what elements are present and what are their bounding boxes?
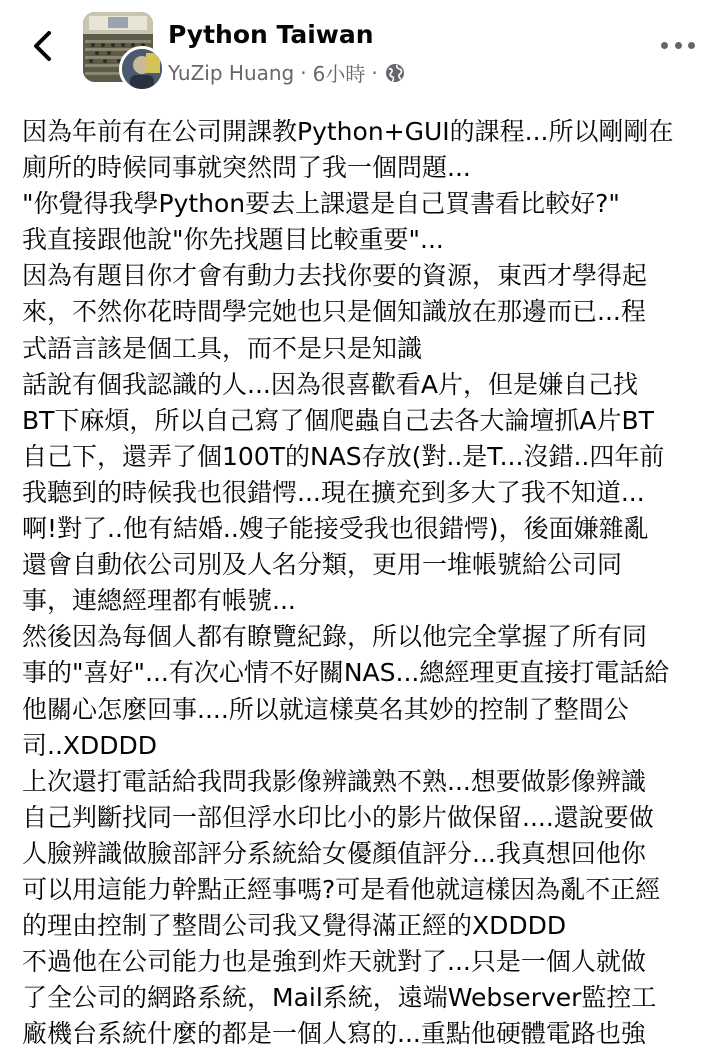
author-name-link[interactable]: YuZip Huang bbox=[168, 60, 295, 85]
author-avatar[interactable] bbox=[119, 46, 165, 92]
post-text-line: 來，不然你花時間學完她也只是個知識放在那邊而已...程 bbox=[22, 297, 646, 327]
post-text bbox=[22, 114, 706, 1052]
post-time[interactable]: 6小時 bbox=[312, 62, 366, 86]
chevron-left-icon bbox=[31, 30, 53, 62]
post-text-line: 廠機台系統什麼的都是一個人寫的...重點他硬體電路也強 bbox=[22, 1019, 646, 1049]
post-text-line: 因為年前有在公司開課教Python+GUI的課程...所以剛剛在 bbox=[22, 117, 674, 146]
post-text-line: 不過他在公司能力也是強到炸天就對了...只是一個人就做 bbox=[22, 947, 646, 977]
post-text-line: 人臉辨識做臉部評分系統給女優顏值評分...我真想回他你 bbox=[22, 838, 646, 868]
post-text-line: 了全公司的網路系統，Mail系統，遠端Webserver監控工 bbox=[22, 983, 657, 1013]
meta-separator: · bbox=[300, 60, 307, 85]
post-text-line: "你覺得我學Python要去上課還是自己買書看比較好?" bbox=[22, 189, 620, 219]
more-horizontal-icon bbox=[675, 42, 682, 49]
post-text-line: BT下麻煩，所以自己寫了個爬蟲自己去各大論壇抓A片BT bbox=[22, 405, 654, 435]
post-text-line: 自己下，還弄了個100T的NAS存放(對..是T...沒錯..四年前 bbox=[22, 441, 665, 471]
post-text-line: 啊!對了..他有結婚..嫂子能接受我也很錯愕)，後面嫌雜亂 bbox=[22, 514, 649, 544]
post-text-line: 的理由控制了整間公司我又覺得滿正經的XDDDD bbox=[22, 911, 567, 941]
post-text-line: 廁所的時候同事就突然問了我一個問題... bbox=[22, 153, 471, 183]
globe-icon bbox=[384, 62, 406, 84]
post-text-line: 還會自動依公司別及人名分類，更用一堆帳號給公司同 bbox=[22, 550, 623, 580]
post-text-line: 自己判斷找同一部但浮水印比小的影片做保留....還說要做 bbox=[22, 802, 654, 832]
post-text-line: 他關心怎麼回事....所以就這樣莫名其妙的控制了整間公 bbox=[22, 694, 629, 724]
post-meta bbox=[168, 58, 406, 87]
post-text-line: 因為有題目你才會有動力去找你要的資源，東西才學得起 bbox=[22, 261, 648, 291]
back-button[interactable] bbox=[22, 26, 62, 66]
post-text-line: 司..XDDDD bbox=[22, 730, 158, 760]
more-options-button[interactable] bbox=[661, 30, 695, 60]
post-text-line: 式語言該是個工具，而不是只是知識 bbox=[22, 333, 423, 363]
group-avatar[interactable] bbox=[83, 12, 159, 82]
post-header bbox=[0, 0, 721, 100]
post-text-line: 我聽到的時候我也很錯愕...現在擴充到多大了我不知道... bbox=[22, 477, 645, 507]
more-horizontal-icon bbox=[688, 42, 695, 49]
post-text-line: 話說有個我認識的人...因為很喜歡看A片，但是嫌自己找 bbox=[22, 369, 638, 399]
post-text-line: 可以用這能力幹點正經事嗎?可是看他就這樣因為亂不正經 bbox=[22, 874, 661, 904]
post-text-line: 上次還打電話給我問我影像辨識熟不熟...想要做影像辨識 bbox=[22, 766, 646, 796]
meta-separator: · bbox=[371, 60, 378, 85]
post-text-line: 事的"喜好"...有次心情不好關NAS...總經理更直接打電話給 bbox=[22, 658, 670, 688]
group-name-link[interactable]: Python Taiwan bbox=[168, 20, 374, 49]
post-text-line: 然後因為每個人都有瞭覽紀錄，所以他完全掌握了所有同 bbox=[22, 622, 648, 652]
post-text-line: 我直接跟他說"你先找題目比較重要"... bbox=[22, 225, 444, 255]
post-text-line: 事，連總經理都有帳號... bbox=[22, 586, 296, 616]
more-horizontal-icon bbox=[661, 42, 668, 49]
